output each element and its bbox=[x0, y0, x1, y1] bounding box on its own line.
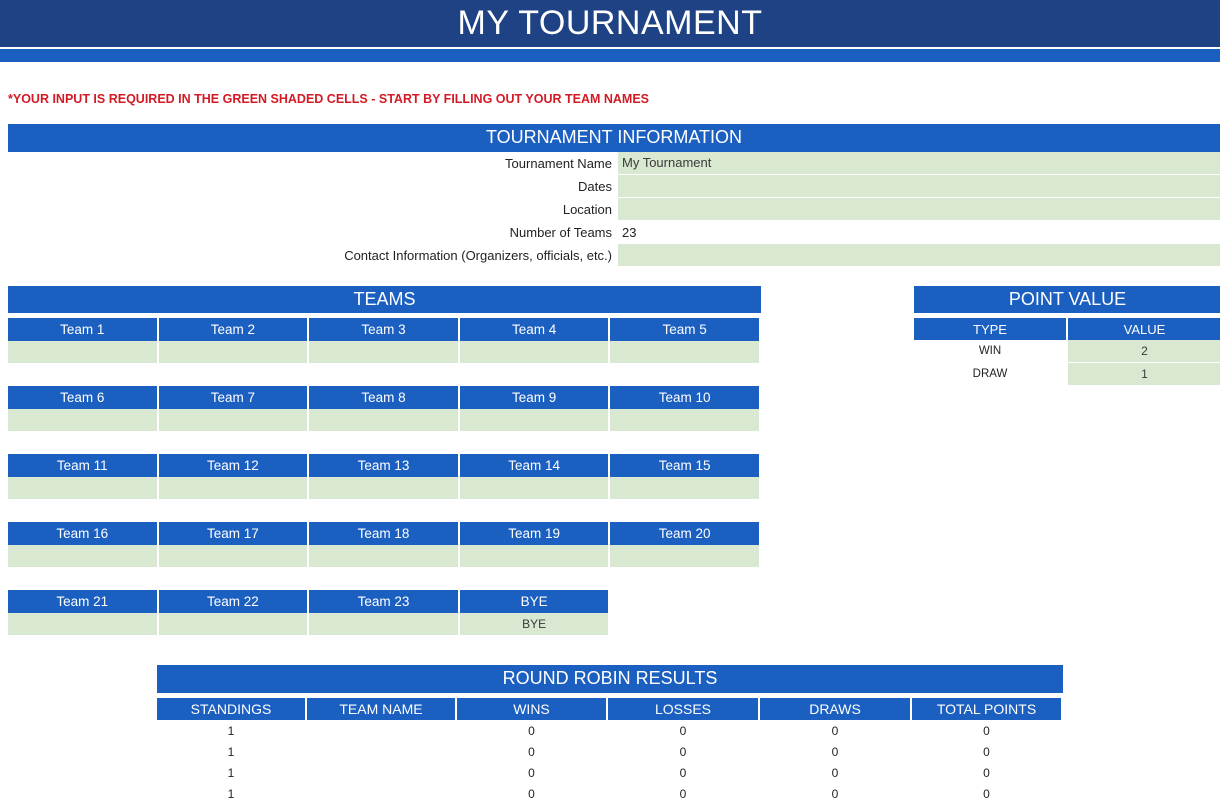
team-cell-empty bbox=[610, 590, 759, 613]
round-robin-cell-team bbox=[307, 720, 455, 741]
team-name-input[interactable] bbox=[610, 477, 759, 499]
tournament-info-input[interactable] bbox=[618, 198, 1220, 221]
round-robin-cell-standing: 1 bbox=[227, 723, 235, 738]
team-cell-label: Team 21 bbox=[8, 590, 157, 613]
input-required-notice: *YOUR INPUT IS REQUIRED IN THE GREEN SHADED CELLS - START BY FILLING OUT YOUR TEAM NAMES bbox=[8, 92, 650, 106]
round-robin-cell-points: 0 bbox=[983, 786, 990, 801]
teams-label-row bbox=[8, 318, 761, 341]
team-name-input[interactable] bbox=[309, 409, 458, 431]
teams-input-row bbox=[8, 613, 761, 635]
team-cell-label: Team 2 bbox=[159, 318, 308, 341]
teams-and-points-row bbox=[0, 286, 1220, 636]
page-title: MY TOURNAMENT bbox=[457, 4, 763, 42]
teams-header: TEAMS bbox=[8, 286, 761, 314]
round-robin-cell-draws: 0 bbox=[831, 786, 839, 801]
team-cell-label: Team 8 bbox=[309, 386, 458, 409]
round-robin-cell-losses: 0 bbox=[679, 723, 687, 738]
round-robin-column-header: WINS bbox=[457, 698, 606, 720]
point-value-type: WIN bbox=[978, 345, 1002, 358]
team-name-input[interactable] bbox=[159, 341, 308, 363]
tournament-info-row bbox=[8, 152, 1220, 175]
team-name-input[interactable] bbox=[309, 477, 458, 499]
team-cell-label: Team 9 bbox=[460, 386, 609, 409]
round-robin-section bbox=[157, 665, 1063, 804]
tournament-info-row bbox=[8, 198, 1220, 221]
round-robin-column-header: LOSSES bbox=[608, 698, 758, 720]
team-cell-label: Team 11 bbox=[8, 454, 157, 477]
point-value-header: POINT VALUE bbox=[914, 286, 1220, 314]
teams-input-row bbox=[8, 545, 761, 567]
teams-row-spacer bbox=[8, 363, 761, 386]
team-cell-label: Team 12 bbox=[159, 454, 308, 477]
tournament-info-label: Tournament Name bbox=[505, 155, 612, 171]
team-name-input[interactable] bbox=[159, 545, 308, 567]
team-name-input[interactable] bbox=[309, 545, 458, 567]
tournament-info-label: Number of Teams bbox=[509, 224, 612, 240]
round-robin-cell-losses: 0 bbox=[679, 786, 687, 801]
table-row bbox=[157, 720, 1063, 741]
point-value-row bbox=[914, 363, 1220, 386]
point-value-column-value: VALUE bbox=[1068, 318, 1220, 340]
tournament-info-input[interactable] bbox=[618, 175, 1220, 198]
team-cell-label: Team 14 bbox=[460, 454, 609, 477]
page-title-bar bbox=[0, 0, 1220, 47]
team-cell-label: Team 6 bbox=[8, 386, 157, 409]
round-robin-cell-losses: 0 bbox=[679, 765, 687, 780]
team-name-input[interactable] bbox=[610, 409, 759, 431]
team-cell-label: Team 5 bbox=[610, 318, 759, 341]
team-cell-label: Team 19 bbox=[460, 522, 609, 545]
tournament-info-input[interactable]: My Tournament bbox=[618, 152, 1220, 175]
team-name-input[interactable]: BYE bbox=[460, 613, 609, 635]
team-cell-label: BYE bbox=[460, 590, 609, 613]
round-robin-cell-standing: 1 bbox=[227, 744, 235, 759]
table-row bbox=[157, 783, 1063, 804]
team-cell-label: Team 16 bbox=[8, 522, 157, 545]
tournament-info-label: Contact Information (Organizers, officials, etc.) bbox=[344, 247, 612, 263]
team-cell-label: Team 3 bbox=[309, 318, 458, 341]
teams-input-row bbox=[8, 409, 761, 431]
team-name-input[interactable] bbox=[610, 341, 759, 363]
team-name-input[interactable] bbox=[309, 341, 458, 363]
round-robin-cell-draws: 0 bbox=[831, 765, 839, 780]
team-cell-label: Team 10 bbox=[610, 386, 759, 409]
team-cell-label: Team 4 bbox=[460, 318, 609, 341]
round-robin-cell-points: 0 bbox=[983, 765, 990, 780]
team-cell-label: Team 15 bbox=[610, 454, 759, 477]
teams-label-row bbox=[8, 454, 761, 477]
team-cell-label: Team 1 bbox=[8, 318, 157, 341]
tournament-info-row bbox=[8, 244, 1220, 267]
team-name-input[interactable] bbox=[159, 409, 308, 431]
team-cell-label: Team 7 bbox=[159, 386, 308, 409]
team-name-input[interactable] bbox=[8, 341, 157, 363]
teams-row-spacer bbox=[8, 431, 761, 454]
teams-label-row bbox=[8, 590, 761, 613]
round-robin-cell-team bbox=[307, 762, 455, 783]
round-robin-cell-points: 0 bbox=[983, 723, 990, 738]
team-name-input[interactable] bbox=[8, 613, 157, 635]
teams-input-row bbox=[8, 477, 761, 499]
team-cell-label: Team 22 bbox=[159, 590, 308, 613]
point-value-type: DRAW bbox=[972, 368, 1008, 381]
point-value-input[interactable]: 1 bbox=[1068, 363, 1220, 386]
round-robin-cell-wins: 0 bbox=[528, 744, 535, 759]
round-robin-cell-draws: 0 bbox=[831, 744, 839, 759]
round-robin-cell-team bbox=[307, 741, 455, 762]
teams-row-spacer bbox=[8, 567, 761, 590]
tournament-information-section bbox=[8, 124, 1220, 267]
tournament-information-rows bbox=[8, 152, 1220, 267]
tournament-info-row bbox=[8, 221, 1220, 244]
team-name-input[interactable] bbox=[159, 477, 308, 499]
tournament-info-input[interactable] bbox=[618, 244, 1220, 267]
teams-label-row bbox=[8, 522, 761, 545]
round-robin-cell-wins: 0 bbox=[528, 723, 535, 738]
teams-section bbox=[8, 286, 761, 636]
point-value-row bbox=[914, 340, 1220, 363]
tournament-info-label: Location bbox=[562, 201, 612, 217]
tournament-information-header: TOURNAMENT INFORMATION bbox=[8, 124, 1220, 152]
round-robin-cell-standing: 1 bbox=[227, 786, 235, 801]
team-cell-label: Team 20 bbox=[610, 522, 759, 545]
tournament-info-value: 23 bbox=[622, 224, 637, 240]
round-robin-column-header: STANDINGS bbox=[157, 698, 305, 720]
point-value-input[interactable]: 2 bbox=[1068, 340, 1220, 363]
tournament-info-row bbox=[8, 175, 1220, 198]
round-robin-cell-team bbox=[307, 783, 455, 804]
team-name-input[interactable] bbox=[159, 613, 308, 635]
team-name-input[interactable] bbox=[460, 341, 609, 363]
team-cell-label: Team 23 bbox=[309, 590, 458, 613]
point-value-section bbox=[914, 286, 1220, 387]
teams-row-spacer bbox=[8, 499, 761, 522]
teams-label-row bbox=[8, 386, 761, 409]
team-cell-label: Team 17 bbox=[159, 522, 308, 545]
point-value-column-type: TYPE bbox=[914, 318, 1066, 340]
team-name-input[interactable] bbox=[460, 409, 609, 431]
round-robin-cell-losses: 0 bbox=[679, 744, 687, 759]
round-robin-rows bbox=[157, 720, 1063, 804]
round-robin-cell-points: 0 bbox=[983, 744, 990, 759]
round-robin-cell-wins: 0 bbox=[528, 786, 535, 801]
team-cell-label: Team 18 bbox=[309, 522, 458, 545]
round-robin-cell-draws: 0 bbox=[831, 723, 839, 738]
title-accent-bar bbox=[0, 49, 1220, 62]
round-robin-column-headers bbox=[157, 698, 1063, 720]
point-value-rows bbox=[914, 340, 1220, 386]
team-name-input[interactable] bbox=[460, 545, 609, 567]
round-robin-cell-standing: 1 bbox=[227, 765, 235, 780]
team-name-input[interactable] bbox=[8, 545, 157, 567]
team-name-input[interactable] bbox=[8, 409, 157, 431]
point-value-column-headers bbox=[914, 318, 1220, 340]
tournament-info-label: Dates bbox=[578, 178, 612, 194]
table-row bbox=[157, 762, 1063, 783]
team-cell-empty bbox=[610, 613, 759, 635]
team-cell-label: Team 13 bbox=[309, 454, 458, 477]
team-name-input[interactable] bbox=[309, 613, 458, 635]
teams-grid bbox=[8, 318, 761, 635]
teams-input-row bbox=[8, 341, 761, 363]
round-robin-header: ROUND ROBIN RESULTS bbox=[157, 665, 1063, 693]
team-name-input[interactable] bbox=[8, 477, 157, 499]
round-robin-column-header: TOTAL POINTS bbox=[912, 698, 1061, 720]
round-robin-column-header: TEAM NAME bbox=[307, 698, 455, 720]
team-name-input[interactable] bbox=[460, 477, 609, 499]
round-robin-column-header: DRAWS bbox=[760, 698, 910, 720]
round-robin-cell-wins: 0 bbox=[528, 765, 535, 780]
table-row bbox=[157, 741, 1063, 762]
team-name-input[interactable] bbox=[610, 545, 759, 567]
